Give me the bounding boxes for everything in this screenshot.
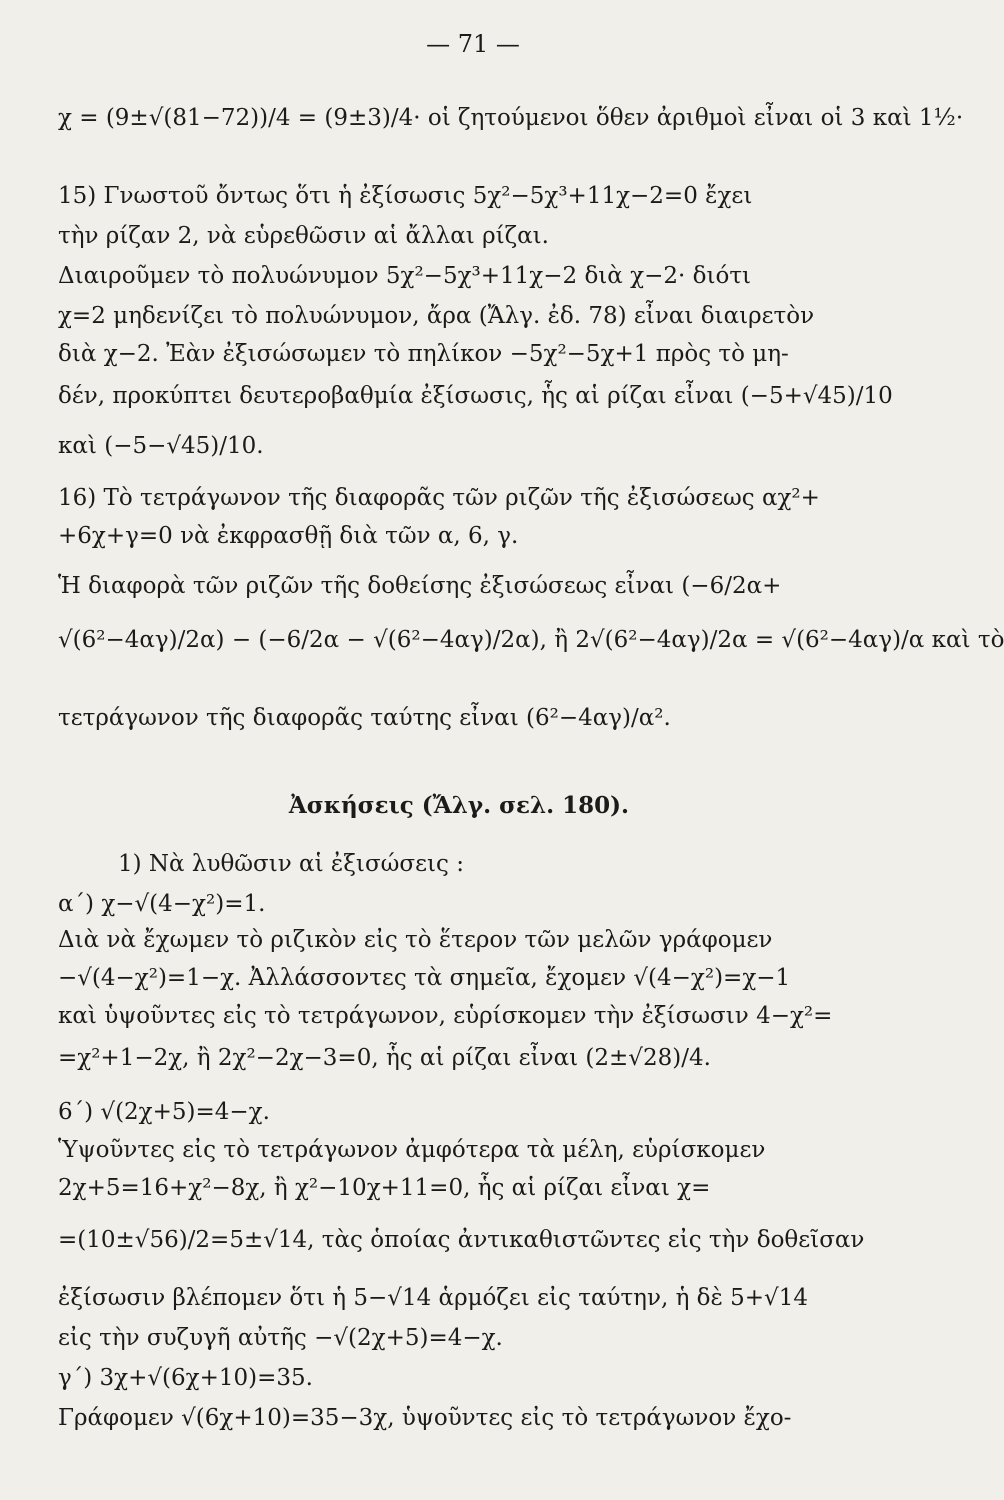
text-line-23: 2χ+5=16+χ²−8χ, ἢ χ²−10χ+11=0, ἧς αἱ ρίζαι εἶναι χ= bbox=[58, 1175, 711, 1201]
text-line-10: +6χ+γ=0 νὰ ἐκφρασθῇ διὰ τῶν α, 6, γ. bbox=[58, 523, 519, 549]
text-line-2: 15) Γνωστοῦ ὄντως ὅτι ἡ ἐξίσωσις 5χ²−5χ³+11χ−2=0 ἔχει bbox=[58, 183, 753, 209]
text-line-9: 16) Τὸ τετράγωνον τῆς διαφορᾶς τῶν ριζῶν τῆς ἐξισώσεως αχ²+ bbox=[58, 485, 820, 511]
text-line-4: Διαιροῦμεν τὸ πολυώνυμον 5χ²−5χ³+11χ−2 διὰ χ−2· διότι bbox=[58, 263, 752, 289]
text-line-24: =(10±√56)/2=5±√14, τὰς ὁποίας ἀντικαθιστῶντες εἰς τὴν δοθεῖσαν bbox=[58, 1227, 865, 1253]
text-line-17: Διὰ νὰ ἔχωμεν τὸ ριζικὸν εἰς τὸ ἕτερον τῶν μελῶν γράφομεν bbox=[58, 927, 773, 953]
text-line-26: εἰς τὴν συζυγῆ αὐτῆς −√(2χ+5)=4−χ. bbox=[58, 1325, 503, 1351]
text-line-27: γ΄) 3χ+√(6χ+10)=35. bbox=[58, 1365, 313, 1391]
text-line-22: Ὑψοῦντες εἰς τὸ τετράγωνον ἀμφότερα τὰ μέλη, εὑρίσκομεν bbox=[58, 1137, 766, 1163]
text-line-28: Γράφομεν √(6χ+10)=35−3χ, ὑψοῦντες εἰς τὸ τετράγωνον ἔχο- bbox=[58, 1405, 792, 1431]
text-line-1: χ = (9±√(81−72))/4 = (9±3)/4· οἱ ζητούμενοι ὅθεν ἀριθμοὶ εἶναι οἱ 3 καὶ 1½· bbox=[58, 105, 964, 131]
text-line-5: χ=2 μηδενίζει τὸ πολυώνυμον, ἄρα (Ἄλγ. ἐδ. 78) εἶναι διαιρετὸν bbox=[58, 303, 815, 329]
text-line-3: τὴν ρίζαν 2, νὰ εὑρεθῶσιν αἱ ἄλλαι ρίζαι. bbox=[58, 223, 549, 249]
text-line-16: α΄) χ−√(4−χ²)=1. bbox=[58, 891, 266, 917]
text-line-18: −√(4−χ²)=1−χ. Ἀλλάσσοντες τὰ σημεῖα, ἔχομεν √(4−χ²)=χ−1 bbox=[58, 965, 791, 991]
text-line-8: καὶ (−5−√45)/10. bbox=[58, 433, 264, 459]
text-line-15: 1) Νὰ λυθῶσιν αἱ ἐξισώσεις : bbox=[118, 851, 464, 877]
section-heading: Ἀσκήσεις (Ἄλγ. σελ. 180). bbox=[288, 792, 630, 819]
text-line-6: διὰ χ−2. Ἐὰν ἐξισώσωμεν τὸ πηλίκον −5χ²−5χ+1 πρὸς τὸ μη- bbox=[58, 341, 789, 367]
text-line-11: Ἡ διαφορὰ τῶν ριζῶν τῆς δοθείσης ἐξισώσεως εἶναι (−6/2α+ bbox=[58, 573, 782, 599]
text-line-21: 6΄) √(2χ+5)=4−χ. bbox=[58, 1099, 270, 1125]
page-number: — 71 — bbox=[426, 30, 520, 58]
text-line-13: τετράγωνον τῆς διαφορᾶς ταύτης εἶναι (6²−4αγ)/α². bbox=[58, 705, 671, 731]
text-line-19: καὶ ὑψοῦντες εἰς τὸ τετράγωνον, εὑρίσκομεν τὴν ἐξίσωσιν 4−χ²= bbox=[58, 1003, 833, 1029]
text-line-20: =χ²+1−2χ, ἢ 2χ²−2χ−3=0, ἧς αἱ ρίζαι εἶναι (2±√28)/4. bbox=[58, 1045, 711, 1071]
text-line-7: δέν, προκύπτει δευτεροβαθμία ἐξίσωσις, ἧς αἱ ρίζαι εἶναι (−5+√45)/10 bbox=[58, 383, 893, 409]
text-line-12: √(6²−4αγ)/2α) − (−6/2α − √(6²−4αγ)/2α), ἢ 2√(6²−4αγ)/2α = √(6²−4αγ)/α καὶ τὸ bbox=[58, 627, 1004, 653]
text-line-25: ἐξίσωσιν βλέπομεν ὅτι ἡ 5−√14 ἁρμόζει εἰς ταύτην, ἡ δὲ 5+√14 bbox=[58, 1285, 808, 1311]
